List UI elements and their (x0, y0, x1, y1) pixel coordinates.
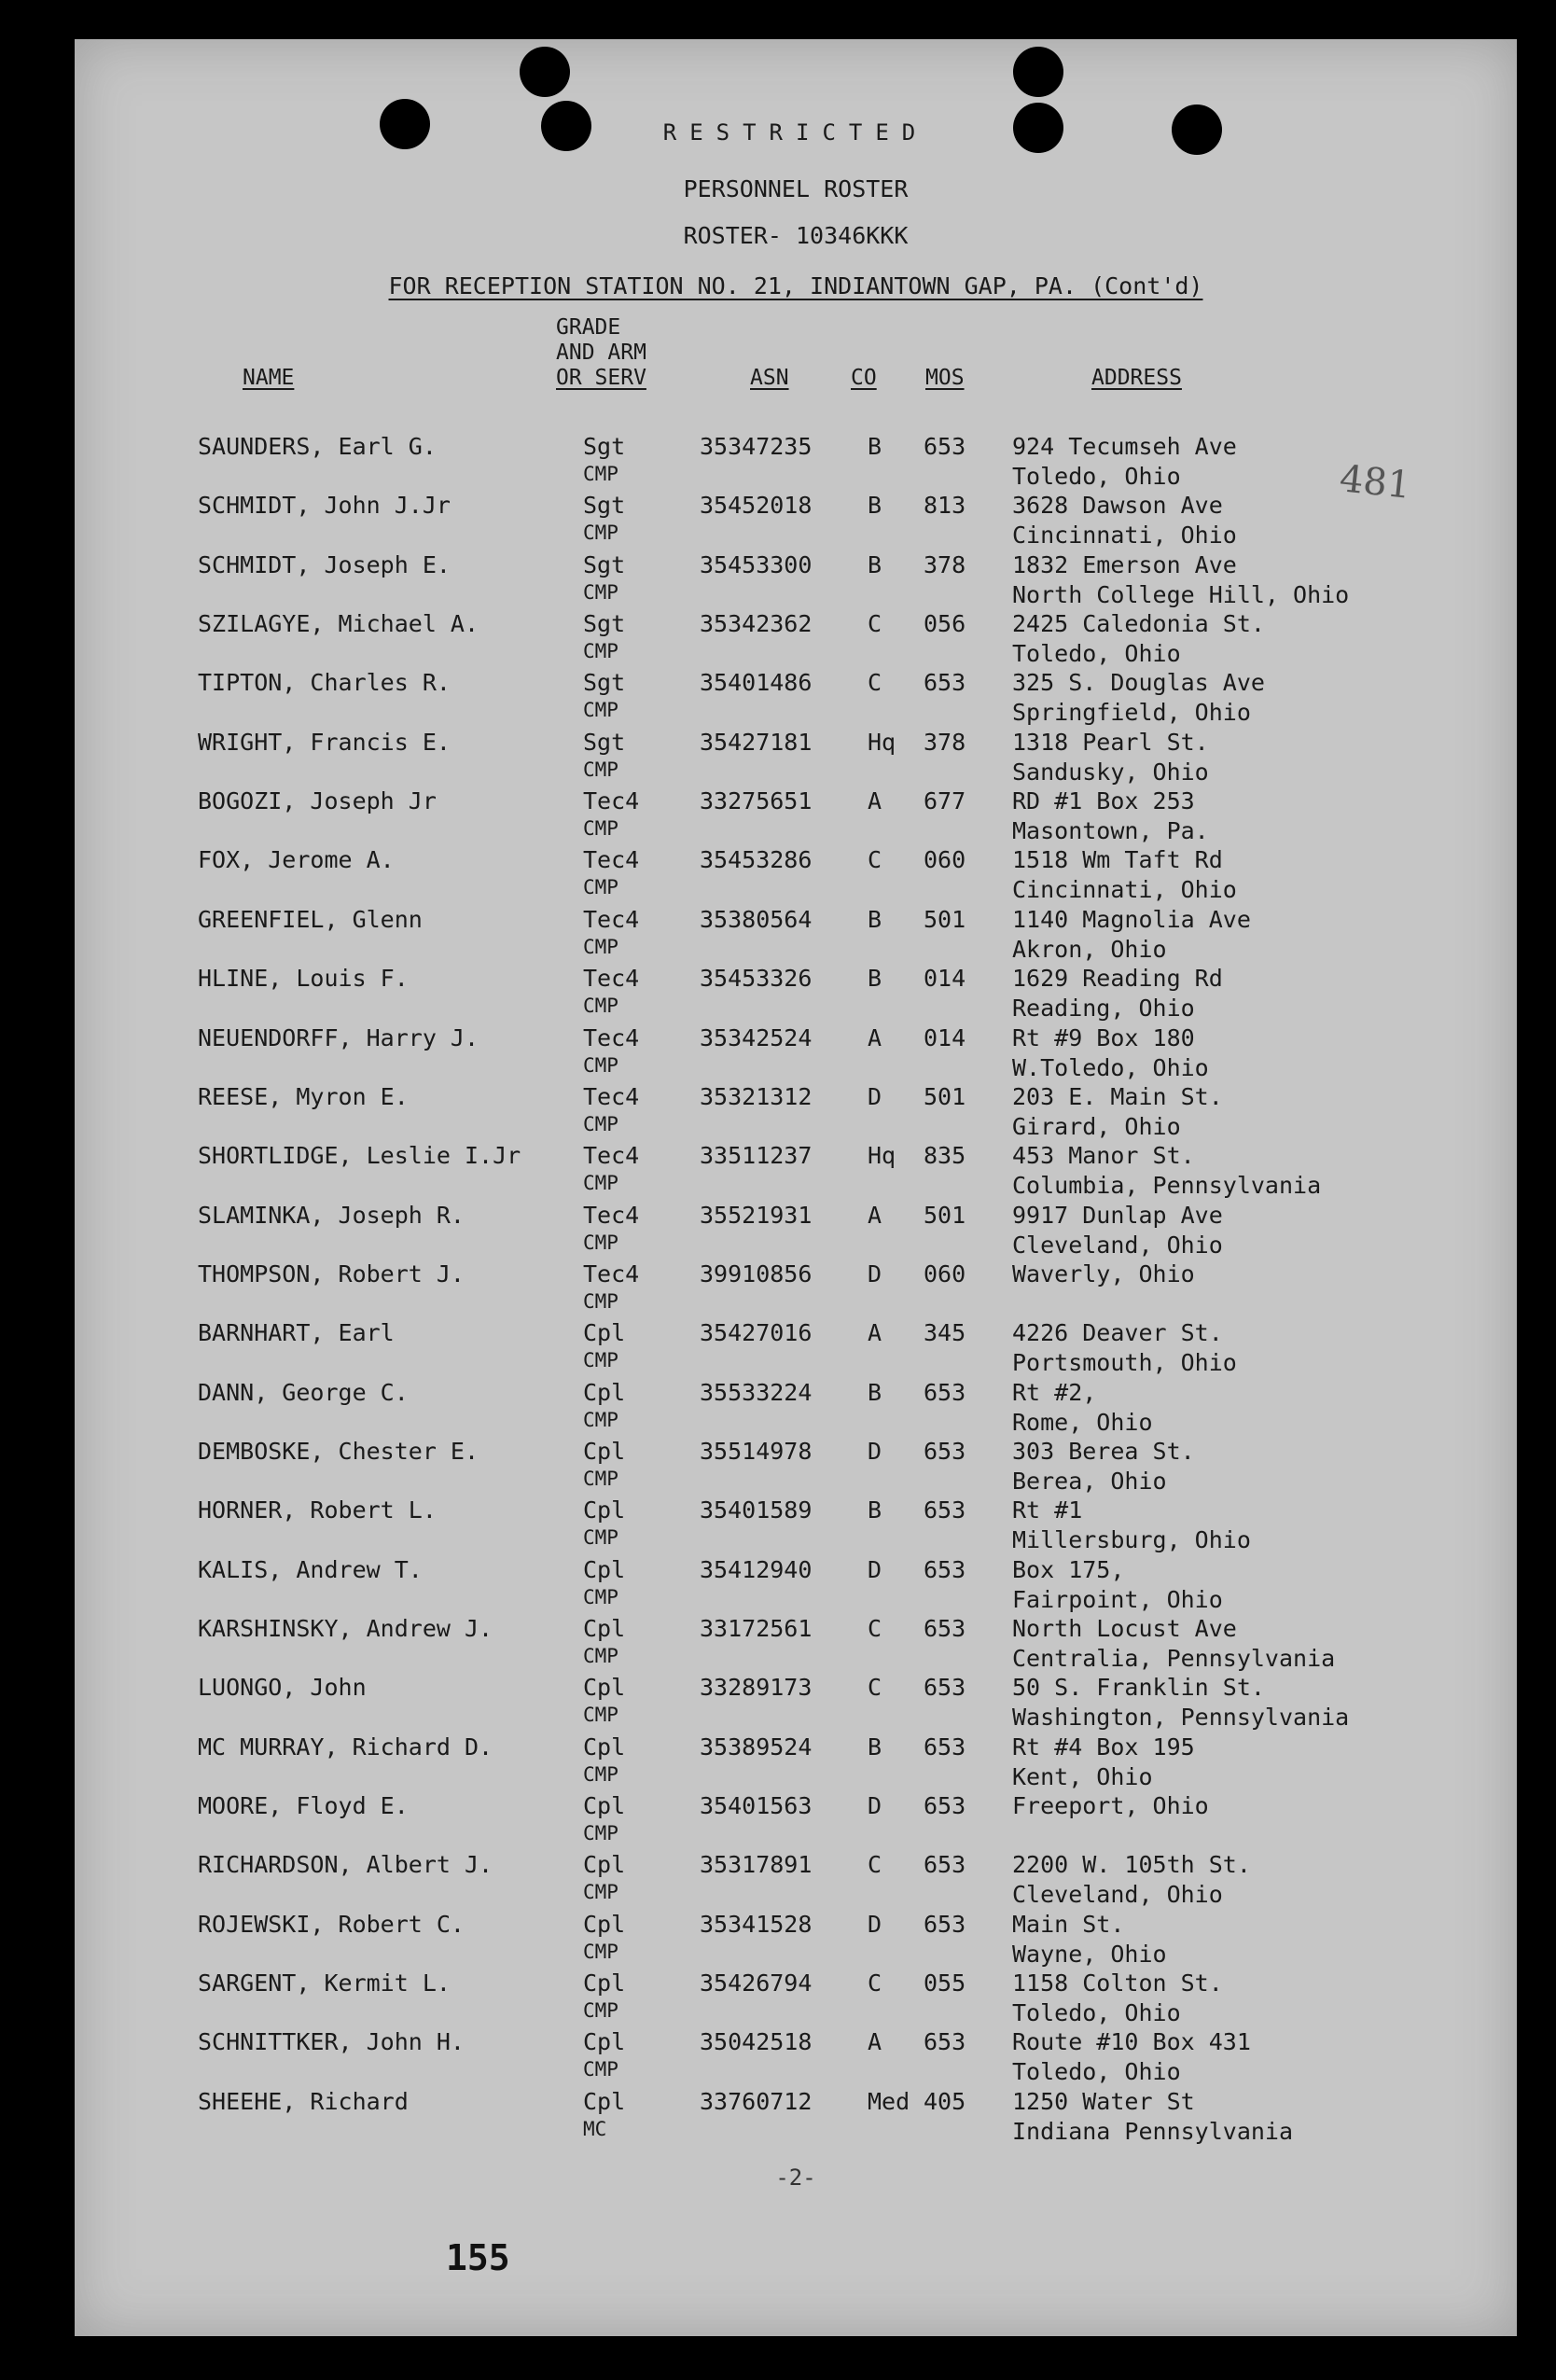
roster-grade: Cpl (583, 1319, 626, 1346)
roster-mos: 060 (924, 846, 966, 873)
roster-address-line2: Toledo, Ohio (1012, 1999, 1181, 2026)
column-header-grade (556, 315, 646, 391)
roster-grade: Tec4 (583, 965, 640, 992)
roster-asn: 35401589 (700, 1496, 813, 1524)
grade-header-line: AND ARM (556, 341, 646, 365)
roster-name: TIPTON, Charles R. (198, 669, 451, 696)
roster-address-line1: 1629 Reading Rd (1012, 965, 1223, 992)
column-header-mos: MOS (925, 366, 965, 390)
roster-company: C (868, 1674, 882, 1701)
table-row (75, 1438, 1517, 1497)
classification-label: RESTRICTED (662, 119, 929, 146)
roster-name: SARGENT, Kermit L. (198, 1969, 451, 1997)
roster-asn: 35453286 (700, 846, 813, 873)
table-row (75, 1674, 1517, 1733)
roster-mos: 501 (924, 1202, 966, 1229)
roster-arm: CMP (583, 1586, 618, 1608)
roster-arm: CMP (583, 2058, 618, 2081)
roster-name: BOGOZI, Joseph Jr (198, 787, 437, 814)
roster-name: KALIS, Andrew T. (198, 1556, 423, 1583)
roster-address-line1: Rt #1 (1012, 1496, 1083, 1524)
table-row (75, 1024, 1517, 1084)
roster-address-line2: Cleveland, Ohio (1012, 1881, 1223, 1908)
roster-mos: 653 (924, 1851, 966, 1878)
roster-mos: 501 (924, 906, 966, 933)
roster-asn: 35389524 (700, 1733, 813, 1761)
roster-arm: CMP (583, 581, 618, 604)
punch-hole (520, 47, 570, 97)
roster-arm: CMP (583, 1822, 618, 1844)
roster-address-line1: Rt #2, (1012, 1379, 1097, 1406)
roster-address-line1: 1518 Wm Taft Rd (1012, 846, 1223, 873)
roster-name: DANN, George C. (198, 1379, 409, 1406)
roster-company: B (868, 1496, 882, 1524)
roster-mos: 653 (924, 1733, 966, 1761)
roster-address-line2: Girard, Ohio (1012, 1113, 1181, 1140)
roster-asn: 35401563 (700, 1792, 813, 1819)
roster-company: B (868, 965, 882, 992)
roster-asn: 35453300 (700, 551, 813, 578)
table-row (75, 846, 1517, 906)
roster-grade: Tec4 (583, 846, 640, 873)
roster-grade: Tec4 (583, 1083, 640, 1110)
roster-company: C (868, 1851, 882, 1878)
roster-company: B (868, 433, 882, 460)
column-header-asn: ASN (750, 366, 789, 390)
table-row (75, 1733, 1517, 1793)
roster-company: B (868, 1379, 882, 1406)
roster-address-line1: Box 175, (1012, 1556, 1125, 1583)
table-row (75, 1319, 1517, 1379)
roster-company: D (868, 1260, 882, 1287)
roster-mos: 653 (924, 1911, 966, 1938)
table-row (75, 1615, 1517, 1675)
roster-asn: 33275651 (700, 787, 813, 814)
roster-asn: 35427181 (700, 729, 813, 756)
roster-mos: 653 (924, 2028, 966, 2055)
roster-address-line1: 924 Tecumseh Ave (1012, 433, 1237, 460)
roster-address-line2: Reading, Ohio (1012, 995, 1195, 1022)
roster-asn: 33172561 (700, 1615, 813, 1642)
roster-address-line1: 453 Manor St. (1012, 1142, 1195, 1169)
roster-grade: Cpl (583, 1438, 626, 1465)
roster-address-line1: 3628 Dawson Ave (1012, 492, 1223, 519)
roster-address-line2: Toledo, Ohio (1012, 463, 1181, 490)
roster-company: D (868, 1556, 882, 1583)
roster-name: MOORE, Floyd E. (198, 1792, 409, 1819)
roster-name: SHORTLIDGE, Leslie I.Jr (198, 1142, 521, 1169)
roster-company: Hq (868, 1142, 896, 1169)
roster-grade: Tec4 (583, 787, 640, 814)
roster-grade: Sgt (583, 492, 626, 519)
roster-grade: Sgt (583, 610, 626, 637)
roster-mos: 813 (924, 492, 966, 519)
roster-mos: 378 (924, 551, 966, 578)
table-row (75, 669, 1517, 729)
roster-arm: CMP (583, 1763, 618, 1786)
roster-name: REESE, Myron E. (198, 1083, 409, 1110)
roster-asn: 35317891 (700, 1851, 813, 1878)
roster-address-line1: Freeport, Ohio (1012, 1792, 1209, 1819)
roster-address-line1: 303 Berea St. (1012, 1438, 1195, 1465)
roster-name: WRIGHT, Francis E. (198, 729, 451, 756)
roster-name: ROJEWSKI, Robert C. (198, 1911, 465, 1938)
roster-company: A (868, 787, 882, 814)
roster-arm: CMP (583, 522, 618, 544)
roster-arm: CMP (583, 1704, 618, 1726)
table-row (75, 1911, 1517, 1970)
table-row (75, 492, 1517, 551)
roster-arm: CMP (583, 1290, 618, 1313)
roster-mos: 653 (924, 1792, 966, 1819)
roster-name: MC MURRAY, Richard D. (198, 1733, 493, 1761)
roster-arm: CMP (583, 936, 618, 958)
document-title: PERSONNEL ROSTER (683, 175, 909, 202)
roster-asn: 35347235 (700, 433, 813, 460)
roster-address-line2: Rome, Ohio (1012, 1409, 1153, 1436)
roster-page (75, 39, 1517, 2336)
roster-address-line1: 1140 Magnolia Ave (1012, 906, 1251, 933)
column-header-co: CO (851, 366, 877, 390)
roster-mos: 056 (924, 610, 966, 637)
roster-grade: Sgt (583, 551, 626, 578)
roster-address-line2: Indiana Pennsylvania (1012, 2118, 1294, 2145)
punch-hole (1013, 47, 1063, 97)
roster-address-line2: Masontown, Pa. (1012, 817, 1209, 844)
roster-arm: CMP (583, 1054, 618, 1077)
roster-grade: Cpl (583, 1911, 626, 1938)
table-row (75, 1142, 1517, 1202)
roster-address-line1: North Locust Ave (1012, 1615, 1237, 1642)
table-row (75, 1969, 1517, 2029)
roster-asn: 33760712 (700, 2088, 813, 2115)
roster-asn: 35533224 (700, 1379, 813, 1406)
table-row (75, 2088, 1517, 2148)
roster-asn: 35427016 (700, 1319, 813, 1346)
roster-asn: 35380564 (700, 906, 813, 933)
roster-company: A (868, 1024, 882, 1051)
roster-address-line1: Rt #4 Box 195 (1012, 1733, 1195, 1761)
roster-arm: CMP (583, 1645, 618, 1667)
roster-company: B (868, 1733, 882, 1761)
roster-asn: 35401486 (700, 669, 813, 696)
roster-asn: 35042518 (700, 2028, 813, 2055)
roster-mos: 014 (924, 1024, 966, 1051)
roster-address-line2: Berea, Ohio (1012, 1468, 1167, 1495)
roster-grade: Cpl (583, 1792, 626, 1819)
roster-grade: Sgt (583, 729, 626, 756)
roster-arm: CMP (583, 995, 618, 1017)
roster-address-line1: Rt #9 Box 180 (1012, 1024, 1195, 1051)
roster-name: THOMPSON, Robert J. (198, 1260, 465, 1287)
roster-address-line2: Springfield, Ohio (1012, 699, 1251, 726)
roster-name: HORNER, Robert L. (198, 1496, 437, 1524)
roster-asn: 35342524 (700, 1024, 813, 1051)
roster-grade: Sgt (583, 433, 626, 460)
table-row (75, 965, 1517, 1024)
table-row (75, 551, 1517, 611)
roster-company: Hq (868, 729, 896, 756)
roster-address-line1: 4226 Deaver St. (1012, 1319, 1223, 1346)
roster-address-line2: Sandusky, Ohio (1012, 759, 1209, 786)
roster-address-line2: Kent, Ohio (1012, 1763, 1153, 1790)
roster-asn: 35341528 (700, 1911, 813, 1938)
roster-arm: CMP (583, 1526, 618, 1549)
roster-mos: 653 (924, 1379, 966, 1406)
roster-grade: Cpl (583, 2088, 626, 2115)
roster-arm: CMP (583, 699, 618, 721)
table-row (75, 1496, 1517, 1556)
roster-mos: 653 (924, 1674, 966, 1701)
roster-grade: Tec4 (583, 1202, 640, 1229)
roster-asn: 33289173 (700, 1674, 813, 1701)
roster-arm: CMP (583, 1941, 618, 1963)
grade-header-line: OR SERV (556, 366, 646, 390)
roster-name: FOX, Jerome A. (198, 846, 395, 873)
roster-grade: Cpl (583, 1615, 626, 1642)
roster-mos: 835 (924, 1142, 966, 1169)
page-number: -2- (775, 2164, 816, 2191)
roster-id: ROSTER- 10346KKK (683, 222, 909, 249)
roster-asn: 35426794 (700, 1969, 813, 1997)
table-row (75, 1202, 1517, 1261)
roster-arm: CMP (583, 817, 618, 840)
roster-address-line2: Cincinnati, Ohio (1012, 522, 1237, 549)
roster-company: C (868, 846, 882, 873)
roster-mos: 653 (924, 1556, 966, 1583)
roster-arm: CMP (583, 1172, 618, 1194)
roster-company: D (868, 1083, 882, 1110)
roster-company: D (868, 1911, 882, 1938)
roster-address-line2: Toledo, Ohio (1012, 2058, 1181, 2085)
roster-arm: CMP (583, 463, 618, 485)
roster-address-line1: 325 S. Douglas Ave (1012, 669, 1265, 696)
table-row (75, 1792, 1517, 1852)
roster-address-line1: 50 S. Franklin St. (1012, 1674, 1265, 1701)
roster-name: SCHMIDT, Joseph E. (198, 551, 451, 578)
roster-mos: 345 (924, 1319, 966, 1346)
roster-asn: 35412940 (700, 1556, 813, 1583)
roster-mos: 378 (924, 729, 966, 756)
roster-company: D (868, 1438, 882, 1465)
roster-address-line1: 1832 Emerson Ave (1012, 551, 1237, 578)
roster-grade: Cpl (583, 2028, 626, 2055)
roster-address-line2: Wayne, Ohio (1012, 1941, 1167, 1968)
roster-mos: 653 (924, 1438, 966, 1465)
roster-name: GREENFIEL, Glenn (198, 906, 423, 933)
roster-name: NEUENDORFF, Harry J. (198, 1024, 479, 1051)
roster-address-line1: 2200 W. 105th St. (1012, 1851, 1251, 1878)
table-row (75, 1379, 1517, 1439)
roster-address-line2: Millersburg, Ohio (1012, 1526, 1251, 1553)
roster-asn: 39910856 (700, 1260, 813, 1287)
roster-address-line1: RD #1 Box 253 (1012, 787, 1195, 814)
roster-mos: 653 (924, 433, 966, 460)
table-row (75, 1260, 1517, 1320)
table-row (75, 729, 1517, 788)
roster-asn: 35452018 (700, 492, 813, 519)
roster-address-line1: 1250 Water St (1012, 2088, 1195, 2115)
roster-grade: Tec4 (583, 906, 640, 933)
roster-mos: 405 (924, 2088, 966, 2115)
roster-name: SCHMIDT, John J.Jr (198, 492, 451, 519)
roster-company: B (868, 551, 882, 578)
roster-arm: CMP (583, 1232, 618, 1254)
roster-address-line2: North College Hill, Ohio (1012, 581, 1350, 608)
roster-mos: 653 (924, 1496, 966, 1524)
handwritten-number: 481 (1337, 457, 1413, 508)
roster-name: SHEEHE, Richard (198, 2088, 409, 2115)
roster-address-line1: Main St. (1012, 1911, 1125, 1938)
roster-address-line1: 1158 Colton St. (1012, 1969, 1223, 1997)
roster-mos: 653 (924, 1615, 966, 1642)
table-row (75, 906, 1517, 966)
roster-company: C (868, 610, 882, 637)
roster-company: C (868, 669, 882, 696)
table-row (75, 2028, 1517, 2088)
roster-asn: 35453326 (700, 965, 813, 992)
roster-asn: 33511237 (700, 1142, 813, 1169)
roster-address-line2: W.Toledo, Ohio (1012, 1054, 1209, 1081)
roster-grade: Cpl (583, 1674, 626, 1701)
roster-address-line1: 9917 Dunlap Ave (1012, 1202, 1223, 1229)
roster-name: SZILAGYE, Michael A. (198, 610, 479, 637)
column-header-address: ADDRESS (1091, 366, 1182, 390)
roster-address-line2: Toledo, Ohio (1012, 640, 1181, 667)
roster-address-line1: Route #10 Box 431 (1012, 2028, 1251, 2055)
roster-asn: 35521931 (700, 1202, 813, 1229)
table-row (75, 1083, 1517, 1143)
roster-company: A (868, 2028, 882, 2055)
grade-header-line: GRADE (556, 315, 621, 340)
roster-name: BARNHART, Earl (198, 1319, 395, 1346)
roster-address-line1: 2425 Caledonia St. (1012, 610, 1265, 637)
roster-name: LUONGO, John (198, 1674, 367, 1701)
roster-address-line2: Fairpoint, Ohio (1012, 1586, 1223, 1613)
roster-grade: Tec4 (583, 1024, 640, 1051)
roster-asn: 35342362 (700, 610, 813, 637)
roster-name: RICHARDSON, Albert J. (198, 1851, 493, 1878)
roster-company: B (868, 906, 882, 933)
roster-company: B (868, 492, 882, 519)
roster-company: Med (868, 2088, 910, 2115)
roster-name: KARSHINSKY, Andrew J. (198, 1615, 493, 1642)
roster-arm: CMP (583, 1113, 618, 1135)
roster-address-line1: 203 E. Main St. (1012, 1083, 1223, 1110)
roster-grade: Cpl (583, 1556, 626, 1583)
column-header-name: NAME (243, 366, 295, 390)
roster-grade: Cpl (583, 1733, 626, 1761)
roster-mos: 014 (924, 965, 966, 992)
roster-company: A (868, 1202, 882, 1229)
roster-company: C (868, 1969, 882, 1997)
roster-grade: Sgt (583, 669, 626, 696)
stamp-number: 155 (446, 2237, 510, 2278)
roster-company: C (868, 1615, 882, 1642)
roster-company: D (868, 1792, 882, 1819)
roster-name: SAUNDERS, Earl G. (198, 433, 437, 460)
table-row (75, 787, 1517, 847)
roster-address-line2: Akron, Ohio (1012, 936, 1167, 963)
roster-arm: CMP (583, 759, 618, 781)
roster-mos: 055 (924, 1969, 966, 1997)
roster-asn: 35514978 (700, 1438, 813, 1465)
roster-grade: Tec4 (583, 1260, 640, 1287)
roster-address-line2: Columbia, Pennsylvania (1012, 1172, 1322, 1199)
table-row (75, 433, 1517, 493)
roster-arm: CMP (583, 1881, 618, 1903)
roster-address-line2: Portsmouth, Ohio (1012, 1349, 1237, 1376)
roster-grade: Tec4 (583, 1142, 640, 1169)
roster-address-line2: Washington, Pennsylvania (1012, 1704, 1350, 1731)
roster-mos: 060 (924, 1260, 966, 1287)
roster-name: DEMBOSKE, Chester E. (198, 1438, 479, 1465)
table-row (75, 1851, 1517, 1911)
roster-arm: CMP (583, 1468, 618, 1490)
roster-name: SCHNITTKER, John H. (198, 2028, 465, 2055)
roster-arm: CMP (583, 1999, 618, 2022)
station-heading: FOR RECEPTION STATION NO. 21, INDIANTOWN GAP, PA. (Cont'd) (388, 272, 1203, 299)
table-row (75, 610, 1517, 670)
roster-arm: CMP (583, 1349, 618, 1371)
roster-arm: MC (583, 2118, 607, 2140)
roster-name: SLAMINKA, Joseph R. (198, 1202, 465, 1229)
roster-address-line2: Centralia, Pennsylvania (1012, 1645, 1336, 1672)
roster-arm: CMP (583, 1409, 618, 1431)
roster-address-line1: 1318 Pearl St. (1012, 729, 1209, 756)
roster-arm: CMP (583, 876, 618, 898)
roster-mos: 653 (924, 669, 966, 696)
roster-mos: 501 (924, 1083, 966, 1110)
roster-name: HLINE, Louis F. (198, 965, 409, 992)
roster-company: A (868, 1319, 882, 1346)
roster-address-line2: Cincinnati, Ohio (1012, 876, 1237, 903)
roster-grade: Cpl (583, 1851, 626, 1878)
roster-address-line2: Cleveland, Ohio (1012, 1232, 1223, 1259)
roster-grade: Cpl (583, 1379, 626, 1406)
roster-address-line1: Waverly, Ohio (1012, 1260, 1195, 1287)
table-row (75, 1556, 1517, 1616)
roster-grade: Cpl (583, 1969, 626, 1997)
roster-mos: 677 (924, 787, 966, 814)
roster-arm: CMP (583, 640, 618, 662)
roster-asn: 35321312 (700, 1083, 813, 1110)
roster-grade: Cpl (583, 1496, 626, 1524)
